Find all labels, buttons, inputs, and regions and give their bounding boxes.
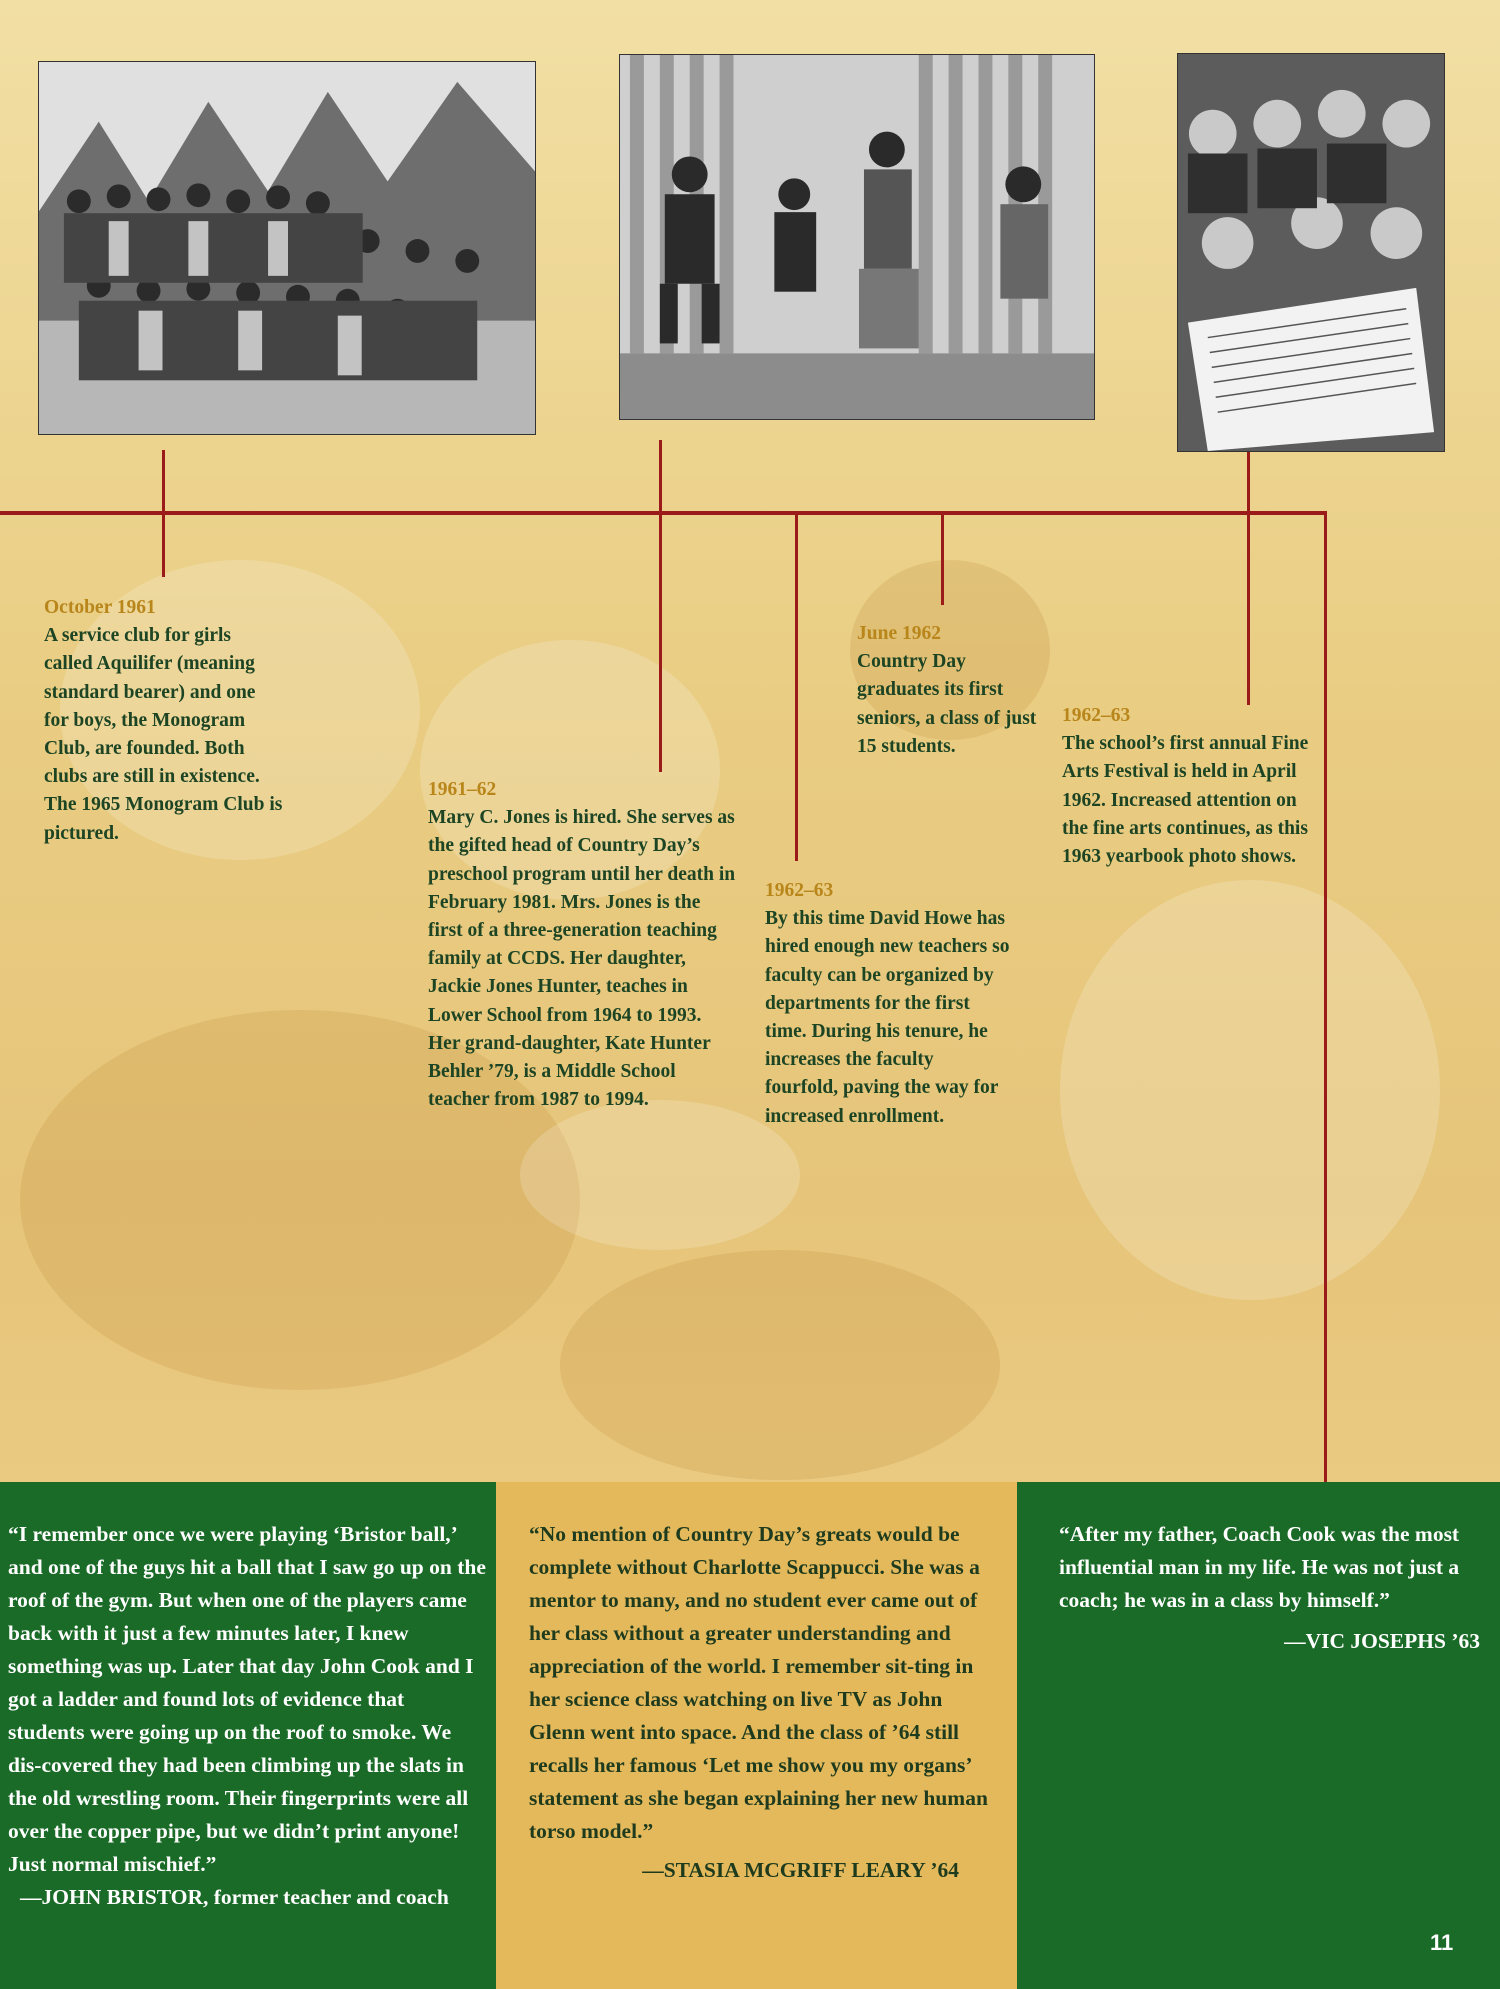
background-figure xyxy=(520,1100,800,1250)
quote-attribution: —VIC JOSEPHS ’63 xyxy=(1284,1629,1480,1653)
timeline-connector xyxy=(941,511,944,605)
entry-date: October 1961 xyxy=(44,597,156,618)
timeline-entry xyxy=(428,776,738,1114)
quote-panel xyxy=(1017,1482,1500,1989)
timeline-line xyxy=(0,511,1327,515)
preschool-teacher-photo xyxy=(619,54,1095,420)
timeline-entry xyxy=(857,620,1047,761)
entry-text: The school’s first annual Fine Arts Festival is held in April 1962. Increased attention on the fine arts continues, as this 1963 yearbook photo shows. xyxy=(1062,733,1309,868)
timeline-connector xyxy=(162,450,165,577)
timeline-connector xyxy=(795,511,798,861)
timeline-connector xyxy=(1324,511,1327,1482)
quote-text: “After my father, Coach Cook was the most influential man in my life. He was not just a coach; he was in a class by himself.” xyxy=(1059,1522,1460,1612)
entry-text: Mary C. Jones is hired. She serves as the gifted head of Country Day’s preschool program until her death in February 1981. Mrs. Jones is the first of a three-generation teaching family at CCDS. Her daughter, Jackie Jones Hunter, teaches in Lower School from 1964 to 1993. Her grand-daughter, Kate Hunter Behler ’79, is a Middle School teacher from 1987 to 1994. xyxy=(428,807,736,1111)
entry-date: 1961–62 xyxy=(428,779,497,800)
quote-attribution: —STASIA MCGRIFF LEARY ’64 xyxy=(642,1858,959,1882)
entry-text: By this time David Howe has hired enough new teachers so faculty can be organized by departments for the first time. During his tenure, he increases the faculty fourfold, paving the way for increased enrollment. xyxy=(765,908,1010,1127)
quote-panel xyxy=(0,1482,496,1989)
timeline-connector xyxy=(659,440,662,772)
page-number: 11 xyxy=(1430,1930,1454,1955)
entry-date: 1962–63 xyxy=(1062,705,1131,726)
timeline-entry xyxy=(44,594,284,848)
entry-date: 1962–63 xyxy=(765,880,834,901)
quote-panel xyxy=(496,1482,1017,1989)
entry-date: June 1962 xyxy=(857,623,941,644)
entry-text: Country Day graduates its first seniors, a class of just 15 students. xyxy=(857,651,1037,757)
background-figure xyxy=(1060,880,1440,1300)
timeline-entry xyxy=(1062,702,1317,871)
quote-attribution: —JOHN BRISTOR, former teacher and coach xyxy=(20,1885,449,1909)
monogram-club-photo xyxy=(38,61,536,435)
timeline-connector xyxy=(1247,452,1250,705)
entry-text: A service club for girls called Aquilifer (meaning standard bearer) and one for boys, the Monogram Club, are founded. Both clubs are still in existence. The 1965 Monogram Club is pictured. xyxy=(44,625,283,844)
fine-arts-yearbook-photo xyxy=(1177,53,1445,452)
quote-text: “No mention of Country Day’s greats would be complete without Charlotte Scappucci. She was a mentor to many, and no student ever came out of her class without a greater understanding and appreciation of the world. I remember sit-ting in her science class watching on live TV as John Glenn went into space. And the class of ’64 still recalls her famous ‘Let me show you my organs’ statement as she began explaining her new human torso model.” xyxy=(529,1522,988,1843)
quote-text: “I remember once we were playing ‘Bristor ball,’ and one of the guys hit a ball that I saw go up on the roof of the gym. But when one of the players came back with it just a few minutes later, I knew something was up. Later that day John Cook and I got a ladder and found lots of evidence that students were going up on the roof to smoke. We dis-covered they had been climbing up the slats in the old wrestling room. Their fingerprints were all over the copper pipe, but we didn’t print anyone! Just normal mischief.” xyxy=(8,1522,486,1876)
background-figure xyxy=(560,1250,1000,1480)
timeline-entry xyxy=(765,877,1010,1131)
